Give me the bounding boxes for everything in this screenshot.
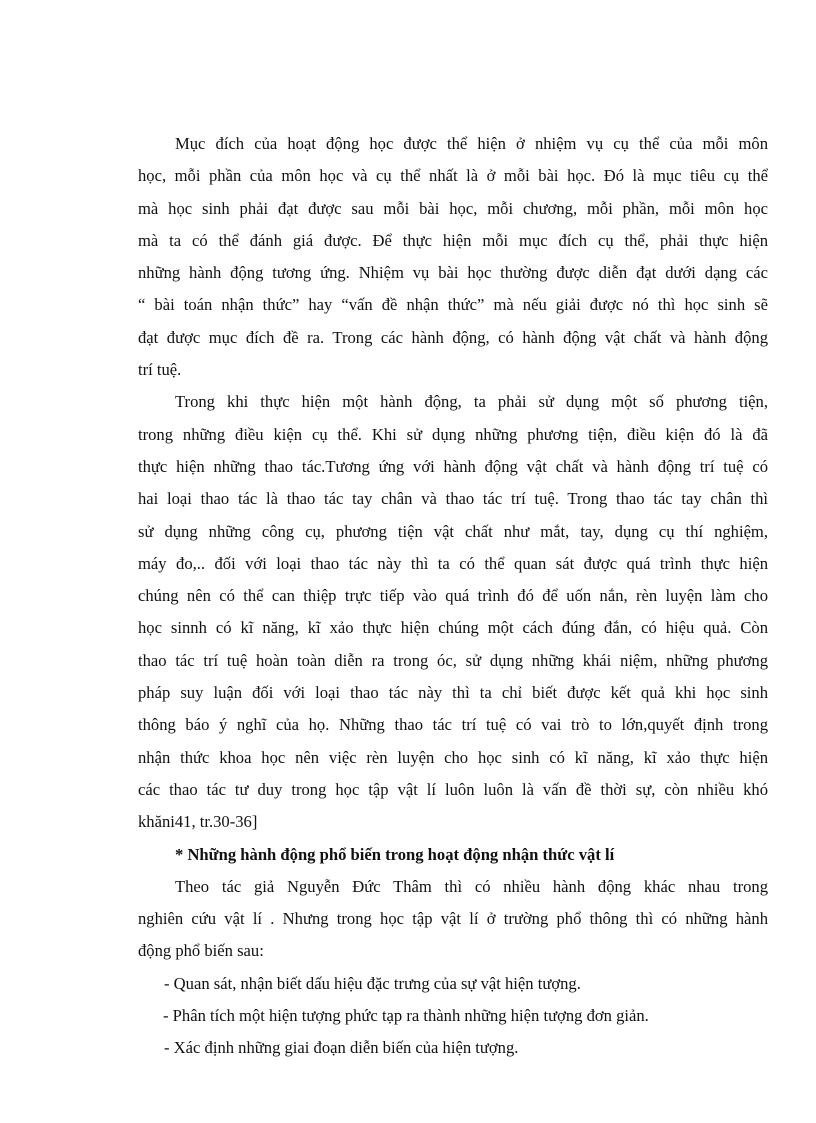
text-line: nghiên cứu vật lí . Nhưng trong học tập vật lí ở trường phổ thông thì có những hành bbox=[138, 909, 768, 929]
text-line: khăni41, tr.30-36] bbox=[138, 812, 258, 832]
bullet-list bbox=[138, 968, 768, 1065]
document-body bbox=[138, 128, 768, 1065]
section-heading: * Những hành động phổ biến trong hoạt động nhận thức vật lí bbox=[175, 844, 615, 864]
text-line: trong những điều kiện cụ thể. Khi sử dụng những phương tiện, điều kiện đó là đã bbox=[138, 424, 768, 444]
text-line: pháp suy luận đối với loại thao tác này thì ta chỉ biết được kết quả khi học sinh bbox=[138, 683, 768, 703]
text-line: thao tác trí tuệ hoàn toàn diễn ra trong óc, sử dụng những khái niệm, những phương bbox=[138, 650, 768, 670]
text-line: “ bài toán nhận thức” hay “vấn đề nhận thức” mà nếu giải được nó thì học sinh sẽ bbox=[138, 295, 768, 315]
paragraph-common-actions bbox=[138, 871, 768, 968]
text-line: các thao tác tư duy trong học tập vật lí luôn luôn là vấn đề thời sự, còn nhiều khó bbox=[138, 779, 768, 799]
text-line: học sinnh có kĩ năng, kĩ xảo thực hiện chúng một cách đúng đắn, có hiệu quả. Còn bbox=[138, 618, 768, 638]
text-line: mà học sinh phải đạt được sau mỗi bài học, mỗi chương, mỗi phần, mỗi môn học bbox=[138, 198, 768, 218]
list-item: - Phân tích một hiện tượng phức tạp ra thành những hiện tượng đơn giản. bbox=[163, 1006, 649, 1026]
list-item: - Xác định những giai đoạn diễn biến của hiện tượng. bbox=[164, 1038, 519, 1058]
text-line: nhận thức khoa học nên việc rèn luyện cho học sinh có kĩ năng, kĩ xảo thực hiện bbox=[138, 747, 768, 767]
text-line: Theo tác giả Nguyễn Đức Thâm thì có nhiều hành động khác nhau trong bbox=[175, 876, 768, 896]
text-line: thông báo ý nghĩ của họ. Những thao tác trí tuệ có vai trò to lớn,quyết định trong bbox=[138, 715, 768, 735]
text-line: mà ta có thể đánh giá được. Để thực hiện mỗi mục đích cụ thể, phải thực hiện bbox=[138, 230, 768, 250]
text-line: Mục đích của hoạt động học được thể hiện ở nhiệm vụ cụ thể của mỗi môn bbox=[175, 134, 768, 153]
paragraph-operations bbox=[138, 386, 768, 838]
text-line: động phổ biến sau: bbox=[138, 941, 264, 961]
text-line: trí tuệ. bbox=[138, 360, 182, 380]
text-line: thực hiện những thao tác.Tương ứng với hành động vật chất và hành động trí tuệ có bbox=[138, 456, 768, 476]
text-line: máy đo,.. đối với loại thao tác này thì ta có thể quan sát được quá trình thực hiện bbox=[138, 553, 768, 573]
paragraph-purpose bbox=[138, 128, 768, 386]
list-item: - Quan sát, nhận biết dấu hiệu đặc trưng của sự vật hiện tượng. bbox=[164, 973, 581, 993]
text-line: những hành động tương ứng. Nhiệm vụ bài học thường được diễn đạt dưới dạng các bbox=[138, 263, 768, 283]
text-line: Trong khi thực hiện một hành động, ta phải sử dụng một số phương tiện, bbox=[175, 392, 768, 412]
text-line: hai loại thao tác là thao tác tay chân và thao tác trí tuệ. Trong thao tác tay chân thì bbox=[138, 489, 768, 509]
text-line: đạt được mục đích đề ra. Trong các hành động, có hành động vật chất và hành động bbox=[138, 327, 768, 347]
text-line: sử dụng những công cụ, phương tiện vật chất như mắt, tay, dụng cụ thí nghiệm, bbox=[138, 521, 768, 541]
text-line: học, mỗi phần của môn học và cụ thể nhất là ở mỗi bài học. Đó là mục tiêu cụ thể bbox=[138, 166, 768, 186]
text-line: chúng nên có thể can thiệp trực tiếp vào quá trình đó để uốn nắn, rèn luyện làm cho bbox=[138, 586, 768, 606]
